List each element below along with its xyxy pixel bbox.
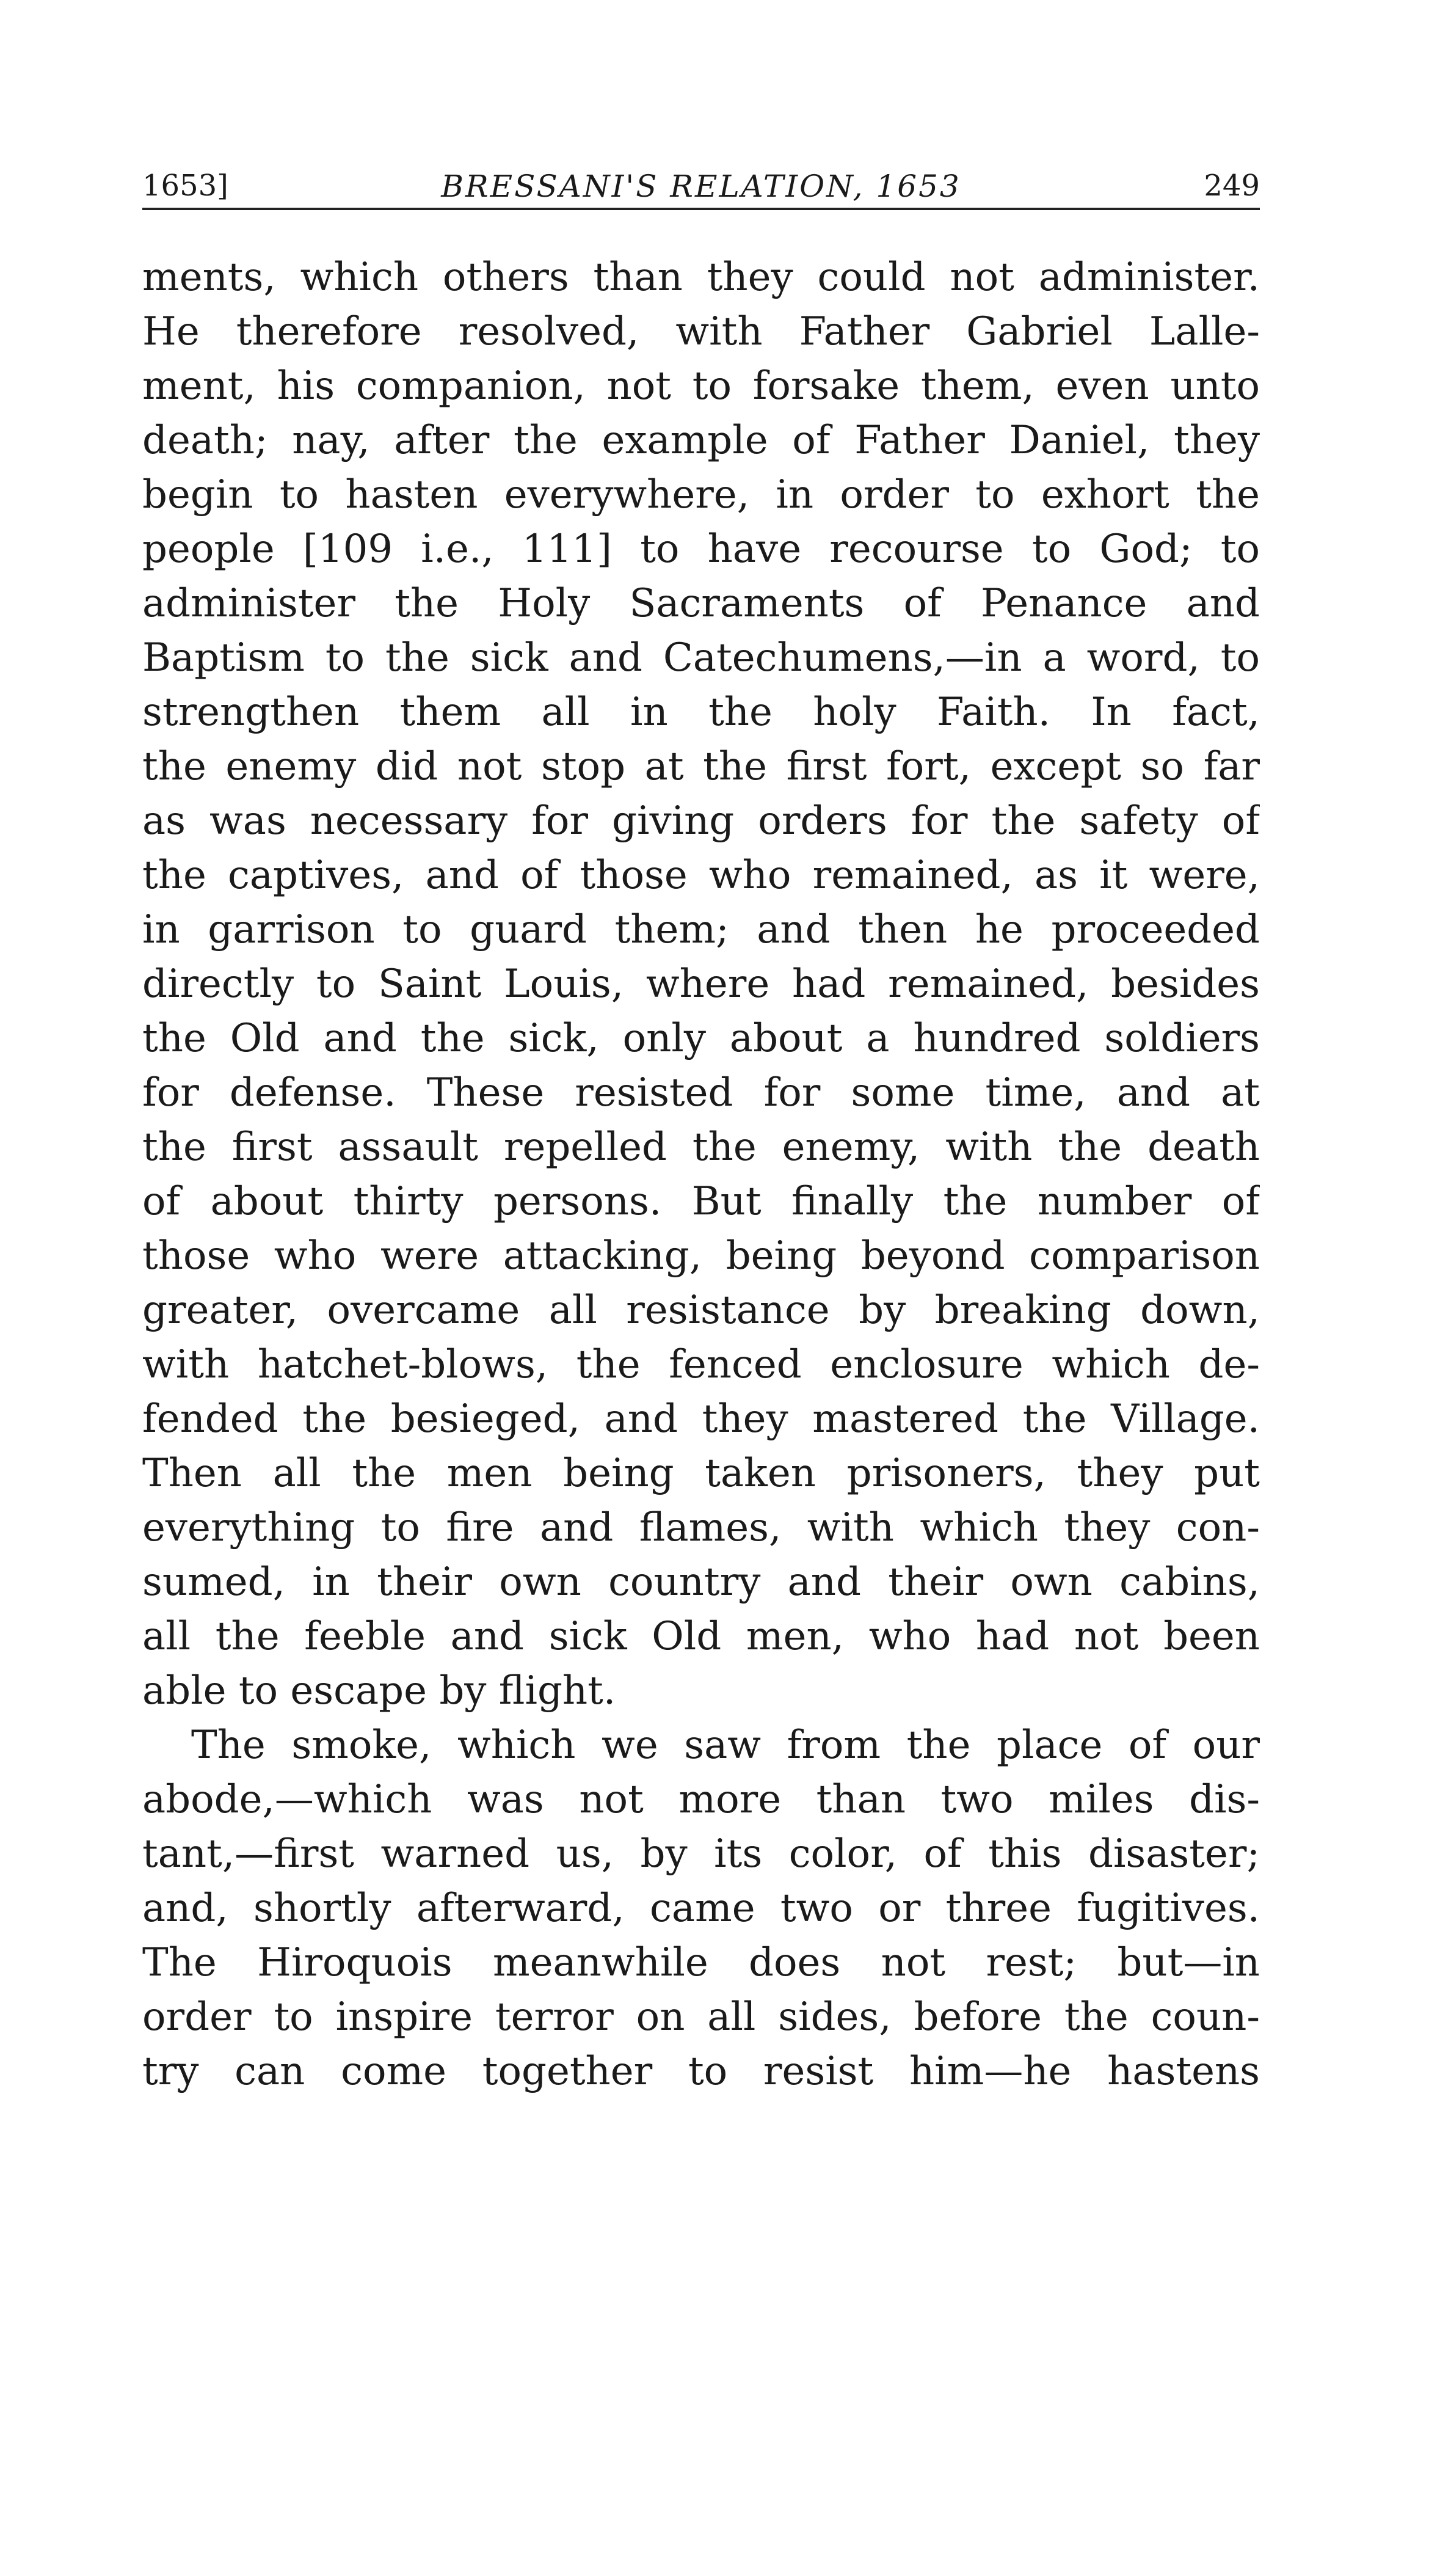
text-line: Then all the men being taken prisoners, they put	[142, 1451, 1260, 1496]
text-line: directly to Saint Louis, where had remained, besides	[142, 961, 1260, 1007]
paragraph-start-line: The smoke, which we saw from the place of our	[191, 1723, 1260, 1768]
text-line: with hatchet-blows, the fenced enclosure which de-	[142, 1342, 1260, 1387]
page-body	[142, 250, 1260, 2099]
text-line: fended the besieged, and they mastered the Village.	[142, 1396, 1260, 1442]
text-line: begin to hasten everywhere, in order to exhort the	[142, 472, 1260, 517]
text-line: those who were attacking, being beyond comparison	[142, 1233, 1260, 1279]
text-line: try can come together to resist him—he hastens	[142, 2049, 1260, 2094]
text-line: the captives, and of those who remained, as it were,	[142, 853, 1260, 898]
text-line: The Hiroquois meanwhile does not rest; but—in	[142, 1940, 1260, 1985]
text-line: ment, his companion, not to forsake them, even unto	[142, 363, 1260, 409]
page-number: 249	[1204, 169, 1260, 203]
text-line: the first assault repelled the enemy, with the death	[142, 1125, 1260, 1170]
text-line: of about thirty persons. But finally the number of	[142, 1179, 1260, 1224]
text-line: the enemy did not stop at the first fort, except so far	[142, 744, 1260, 789]
text-line: order to inspire terror on all sides, before the coun-	[142, 1994, 1260, 2040]
text-line: everything to fire and flames, with which they con-	[142, 1505, 1260, 1550]
text-line: tant,—first warned us, by its color, of this disaster;	[142, 1831, 1260, 1877]
text-line: and, shortly afterward, came two or three fugitives.	[142, 1886, 1260, 1931]
header-year: 1653]	[142, 169, 228, 203]
text-line: greater, overcame all resistance by breaking down,	[142, 1288, 1260, 1333]
text-line: abode,—which was not more than two miles dis-	[142, 1777, 1260, 1822]
text-line: strengthen them all in the holy Faith. In fact,	[142, 690, 1260, 735]
text-line: people [109 i.e., 111] to have recourse to God; to	[142, 527, 1260, 572]
text-line: Baptism to the sick and Catechumens,—in a word, to	[142, 635, 1260, 680]
text-line: ments, which others than they could not administer.	[142, 255, 1260, 300]
text-line: sumed, in their own country and their own cabins,	[142, 1560, 1260, 1605]
text-line: all the feeble and sick Old men, who had not been	[142, 1614, 1260, 1659]
text-line: the Old and the sick, only about a hundred soldiers	[142, 1016, 1260, 1061]
running-header	[142, 165, 1260, 210]
text-line: as was necessary for giving orders for the safety of	[142, 798, 1260, 844]
text-line: for defense. These resisted for some time, and at	[142, 1070, 1260, 1115]
header-title: BRESSANI'S RELATION, 1653	[441, 169, 961, 204]
text-line: death; nay, after the example of Father Daniel, they	[142, 418, 1260, 463]
text-line: administer the Holy Sacraments of Penance and	[142, 581, 1260, 626]
text-line: in garrison to guard them; and then he proceeded	[142, 907, 1260, 952]
paragraph-end-line: able to escape by flight.	[142, 1668, 616, 1713]
text-line: He therefore resolved, with Father Gabriel Lalle-	[142, 309, 1260, 354]
